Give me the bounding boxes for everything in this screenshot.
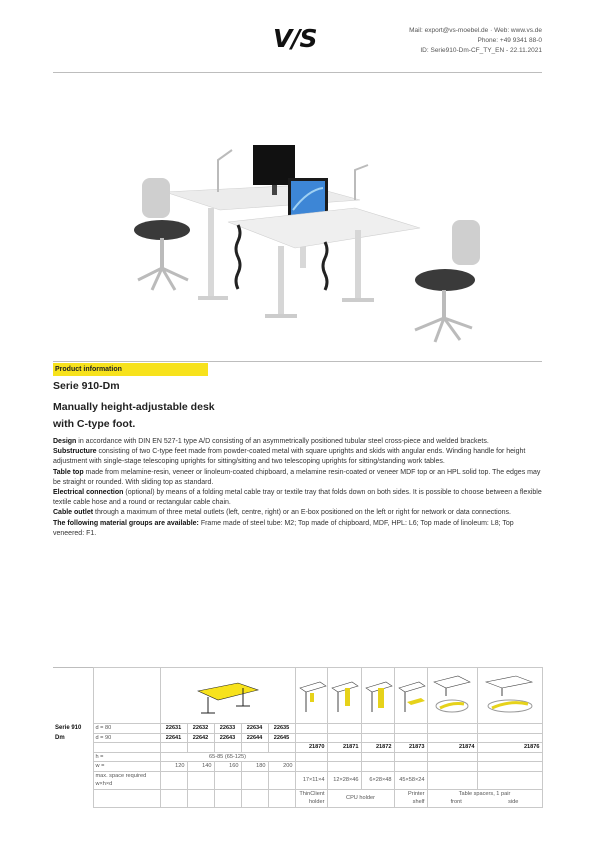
space-value: 17×11×4	[295, 771, 327, 789]
printer-shelf-name	[394, 789, 427, 807]
height-value: 65-85 (65-125)	[160, 752, 295, 762]
article-number: 22635	[268, 724, 295, 734]
width-value: 180	[241, 762, 268, 772]
para-electrical	[53, 488, 543, 508]
article-number: 22645	[268, 733, 295, 743]
accessory-number: 21873	[394, 743, 427, 753]
spacer-side-icon	[482, 674, 538, 718]
article-number: 22641	[160, 733, 187, 743]
para-lead: Cable outlet	[53, 509, 94, 517]
para-design	[53, 437, 543, 447]
space-value: 6×28×48	[361, 771, 394, 789]
height-label: h =	[93, 752, 160, 762]
series-sub-label: Dm	[55, 734, 65, 741]
spacer-side-label: side	[508, 799, 519, 805]
width-value: 140	[187, 762, 214, 772]
contact-block	[409, 26, 542, 56]
table-row-d80	[53, 724, 542, 734]
document-id: ID: Serie910-Dm-CF_TY_EN - 22.11.2021	[420, 47, 542, 54]
printer-name-line1: Printer	[408, 791, 425, 797]
header-divider	[53, 72, 542, 73]
accessory-number: 21871	[327, 743, 361, 753]
para-text: (optional) by means of a folding metal cable tray or textile tray that folds down on both sides. It is possible to choose between a flexible textile cable hose and a round or rectangular cable chain.	[53, 489, 542, 507]
accessory-number: 21870	[295, 743, 327, 753]
table-row-accessory-numbers	[53, 743, 542, 753]
product-title-line2: with C-type foot.	[53, 418, 136, 430]
table-row-space	[53, 771, 542, 789]
spec-table	[53, 667, 543, 808]
thinclient-name-line1: ThinClient	[299, 791, 325, 797]
para-lead: Table top	[53, 468, 84, 476]
article-number: 22634	[241, 724, 268, 734]
product-title	[53, 399, 215, 433]
contact-mail-web: Mail: export@vs-moebel.de · Web: www.vs.de	[409, 27, 542, 34]
product-info-badge: Product information	[53, 363, 208, 376]
thinclient-name	[295, 789, 327, 807]
accessory-number: 21874	[427, 743, 477, 753]
printer-shelf-icon	[397, 676, 427, 716]
product-title-line1: Manually height-adjustable desk	[53, 401, 215, 413]
table-row-width	[53, 762, 542, 772]
product-photo	[110, 130, 490, 360]
space-value: 12×28×46	[327, 771, 361, 789]
para-lead: Substructure	[53, 448, 97, 456]
para-text: made from melamine-resin, veneer or linoleum-coated chipboard, a melamine resin-coated or veneer MDF top or an HPL solid top. The edges may be straight or rounded. With sliding top as standard.	[53, 468, 541, 486]
spacers-sub	[428, 798, 542, 806]
thumbnail-row	[53, 668, 542, 724]
cpu-holder-icon	[330, 676, 360, 716]
cpu-holder-alt-icon	[364, 676, 394, 716]
space-label	[93, 771, 160, 789]
desk-thumbnail-icon	[193, 673, 263, 718]
article-number: 22631	[160, 724, 187, 734]
width-value: 120	[160, 762, 187, 772]
para-lead: The following material groups are available:	[53, 519, 199, 527]
thinclient-name-line2: holder	[308, 799, 325, 805]
spacer-front-icon	[430, 674, 474, 718]
contact-phone: Phone: +49 9341 88-0	[477, 37, 542, 44]
series-title: Serie 910-Dm	[53, 380, 120, 392]
vs-logo: V/S	[273, 24, 317, 53]
article-number: 22643	[214, 733, 241, 743]
para-text: through a maximum of three metal outlets (left, centre, right) or an E-box positioned on the left or right for network or data connections.	[93, 509, 511, 517]
table-row-height	[53, 752, 542, 762]
width-label: w =	[93, 762, 160, 772]
space-label-line2: w×h×d	[95, 781, 113, 787]
para-lead: Design	[53, 438, 77, 445]
para-text: in accordance with DIN EN 527-1 type A/D consisting of an asymmetrically positioned tubular steel cross-piece and welded brackets.	[76, 438, 489, 445]
section-divider	[53, 361, 542, 362]
table-spacers-name	[427, 789, 542, 807]
thinclient-holder-icon	[298, 676, 328, 716]
article-number: 22644	[241, 733, 268, 743]
space-label-line1: max. space required	[95, 773, 147, 779]
para-text: Frame made of steel tube: M2; Top made of chipboard, MDF, HPL: L6; Top made of linoleum: L8; Top veneered: F1.	[53, 519, 514, 537]
width-value: 160	[214, 762, 241, 772]
depth-label: d = 90	[93, 733, 160, 743]
accessory-number: 21872	[361, 743, 394, 753]
para-lead: Electrical connection	[53, 489, 124, 497]
spacers-heading: Table spacers, 1 pair	[458, 791, 511, 797]
depth-label: d = 80	[93, 724, 160, 734]
table-row-accessory-names	[53, 789, 542, 807]
para-cable-outlet	[53, 508, 543, 518]
series-label: Serie 910	[55, 725, 82, 732]
article-number: 22632	[187, 724, 214, 734]
space-value: 45×58×24	[394, 771, 427, 789]
width-value: 200	[268, 762, 295, 772]
spacer-front-label: front	[450, 799, 462, 805]
article-number: 22633	[214, 724, 241, 734]
para-materials	[53, 519, 543, 539]
article-number: 22642	[187, 733, 214, 743]
para-table-top	[53, 468, 543, 488]
description	[53, 437, 543, 539]
cpu-holder-name: CPU holder	[327, 789, 394, 807]
para-substructure	[53, 447, 543, 467]
accessory-number: 21876	[477, 743, 542, 753]
printer-name-line2: shelf	[412, 799, 425, 805]
table-row-d90	[53, 733, 542, 743]
para-text: consisting of two C-type feet made from powder-coated metal with square uprights and skids with angular ends. Winding handle for height adjustment with single-stage telescoping uprights for sitting/sitting and two telescoping uprights for sitting/standing work tables.	[53, 448, 526, 466]
